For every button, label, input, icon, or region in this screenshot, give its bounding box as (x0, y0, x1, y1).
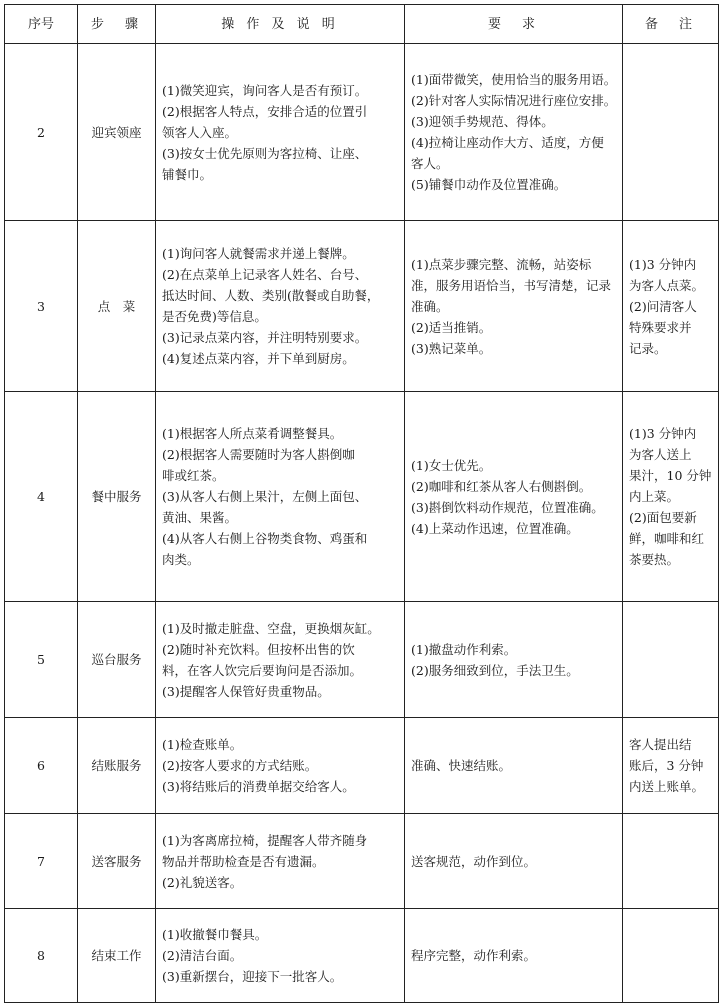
requirement-line: (3)斟倒饮料动作规范，位置准确。 (411, 499, 604, 515)
cell-no: 8 (5, 909, 78, 1003)
cell-remark (623, 814, 719, 909)
operation-line: 领客人入座。 (162, 124, 238, 140)
cell-operation (156, 602, 405, 718)
cell-requirement (405, 602, 623, 718)
remark-line: (2)面包要新 (629, 510, 697, 525)
cell-no: 4 (5, 392, 78, 602)
requirement-line: 准，服务用语恰当，书写清楚，记录 (411, 277, 612, 293)
cell-no: 5 (5, 602, 78, 718)
table-body (5, 44, 719, 1003)
operation-line: 肉类。 (162, 552, 200, 567)
remark-line: 果汁，10 分钟 (629, 468, 712, 483)
operation-line: (3)提醒客人保管好贵重物品。 (162, 683, 330, 699)
operation-line: (1)根据客人所点菜肴调整餐具。 (162, 426, 343, 441)
table-header-row (5, 5, 719, 44)
remark-line: 账后，3 分钟 (629, 758, 704, 773)
cell-step: 餐中服务 (78, 392, 156, 602)
remark-line: 记录。 (629, 340, 667, 356)
table-row (5, 814, 719, 909)
requirement-line: (2)适当推销。 (411, 319, 492, 335)
requirement-line: (3)迎领手势规范、得体。 (411, 114, 554, 129)
cell-no: 6 (5, 718, 78, 814)
cell-operation (156, 718, 405, 814)
cell-remark (623, 392, 719, 602)
table-row (5, 221, 719, 392)
remark-line: 鲜，咖啡和红 (629, 531, 705, 546)
operation-line: (2)随时补充饮料。但按杯出售的饮 (162, 641, 355, 657)
remark-line: 特殊要求并 (629, 319, 692, 335)
remark-line: (1)3 分钟内 (629, 256, 697, 272)
requirement-line: 准确。 (411, 298, 449, 314)
operation-line: (2)根据客人需要随时为客人斟倒咖 (162, 447, 355, 462)
cell-operation (156, 814, 405, 909)
table-row (5, 392, 719, 602)
operation-line: (2)在点菜单上记录客人姓名、台号、 (162, 267, 368, 282)
requirement-line: (3)熟记菜单。 (411, 340, 492, 356)
table-row (5, 602, 719, 718)
requirement-line: (1)点菜步骤完整、流畅，站姿标 (411, 256, 592, 272)
cell-remark (623, 44, 719, 221)
requirement-line: (4)上菜动作迅速，位置准确。 (411, 520, 579, 536)
header-operation: 操 作 及 说 明 (156, 5, 405, 44)
requirement-line: (2)针对客人实际情况进行座位安排。 (411, 93, 617, 108)
remark-line: 茶要热。 (629, 552, 680, 567)
remark-line: 为客人点菜。 (629, 277, 705, 293)
header-step: 步 骤 (78, 5, 156, 44)
cell-step: 巡台服务 (78, 602, 156, 718)
cell-step: 点 菜 (78, 221, 156, 392)
operation-line: (1)询问客人就餐需求并递上餐牌。 (162, 246, 355, 261)
operation-line: 物品并帮助检查是否有遗漏。 (162, 853, 325, 869)
remark-line: 为客人送上 (629, 447, 692, 462)
operation-line: (1)微笑迎宾，询问客人是否有预订。 (162, 82, 368, 98)
operation-line: (2)按客人要求的方式结账。 (162, 758, 318, 773)
operation-line: (2)根据客人特点，安排合适的位置引 (162, 103, 368, 119)
operation-line: 抵达时间、人数、类别(散餐或自助餐， (162, 288, 380, 303)
table-row (5, 44, 719, 221)
cell-step: 结账服务 (78, 718, 156, 814)
header-no: 序号 (5, 5, 78, 44)
operation-line: (1)及时撤走脏盘、空盘，更换烟灰缸。 (162, 620, 380, 636)
cell-requirement (405, 392, 623, 602)
cell-operation (156, 44, 405, 221)
requirement-line: 送客规范，动作到位。 (411, 853, 537, 869)
operation-line: (3)记录点菜内容，并注明特别要求。 (162, 330, 368, 345)
remark-line: 内送上账单。 (629, 779, 705, 794)
service-procedure-table (4, 4, 719, 1003)
operation-line: 铺餐巾。 (162, 166, 213, 182)
cell-no: 3 (5, 221, 78, 392)
cell-step: 迎宾领座 (78, 44, 156, 221)
cell-remark (623, 602, 719, 718)
requirement-line: 准确、快速结账。 (411, 758, 512, 773)
table-row (5, 718, 719, 814)
requirement-line: (2)咖啡和红茶从客人右侧斟倒。 (411, 478, 592, 494)
cell-requirement (405, 718, 623, 814)
operation-line: 料，在客人饮完后要询问是否添加。 (162, 662, 363, 678)
operation-line: 是否免费)等信息。 (162, 309, 267, 324)
cell-no: 7 (5, 814, 78, 909)
operation-line: (1)检查账单。 (162, 737, 243, 752)
remark-line: (1)3 分钟内 (629, 426, 697, 441)
cell-operation (156, 221, 405, 392)
cell-requirement (405, 814, 623, 909)
operation-line: (1)收撤餐巾餐具。 (162, 927, 268, 942)
requirement-line: (4)拉椅让座动作大方、适度，方便 (411, 135, 604, 150)
requirement-line: (2)服务细致到位，手法卫生。 (411, 662, 579, 678)
operation-line: (2)礼貌送客。 (162, 874, 243, 890)
cell-no: 2 (5, 44, 78, 221)
operation-line: (2)清洁台面。 (162, 948, 243, 963)
operation-line: (3)按女士优先原则为客拉椅、让座、 (162, 145, 368, 161)
header-requirement: 要 求 (405, 5, 623, 44)
cell-remark (623, 909, 719, 1003)
cell-step: 送客服务 (78, 814, 156, 909)
operation-line: (3)将结账后的消费单据交给客人。 (162, 779, 355, 794)
operation-line: (4)从客人右侧上谷物类食物、鸡蛋和 (162, 531, 368, 546)
requirement-line: (1)面带微笑，使用恰当的服务用语。 (411, 72, 617, 87)
operation-line: (3)从客人右侧上果汁，左侧上面包、 (162, 489, 368, 504)
operation-line: (3)重新摆台，迎接下一批客人。 (162, 969, 343, 984)
table-row (5, 909, 719, 1003)
operation-line: (4)复述点菜内容，并下单到厨房。 (162, 351, 355, 366)
cell-step: 结束工作 (78, 909, 156, 1003)
cell-operation (156, 392, 405, 602)
remark-line: 内上菜。 (629, 489, 680, 504)
requirement-line: 程序完整，动作利索。 (411, 948, 537, 963)
remark-line: 客人提出结 (629, 737, 692, 752)
cell-requirement (405, 909, 623, 1003)
remark-line: (2)问清客人 (629, 298, 697, 314)
cell-requirement (405, 221, 623, 392)
requirement-line: (1)撤盘动作利索。 (411, 641, 517, 657)
requirement-line: 客人。 (411, 156, 449, 171)
operation-line: (1)为客离席拉椅，提醒客人带齐随身 (162, 832, 368, 848)
operation-line: 啡或红茶。 (162, 468, 225, 483)
requirement-line: (1)女士优先。 (411, 457, 492, 473)
operation-line: 黄油、果酱。 (162, 510, 238, 525)
cell-requirement (405, 44, 623, 221)
requirement-line: (5)铺餐巾动作及位置准确。 (411, 177, 567, 192)
cell-remark (623, 221, 719, 392)
cell-remark (623, 718, 719, 814)
cell-operation (156, 909, 405, 1003)
header-remark: 备 注 (623, 5, 719, 44)
